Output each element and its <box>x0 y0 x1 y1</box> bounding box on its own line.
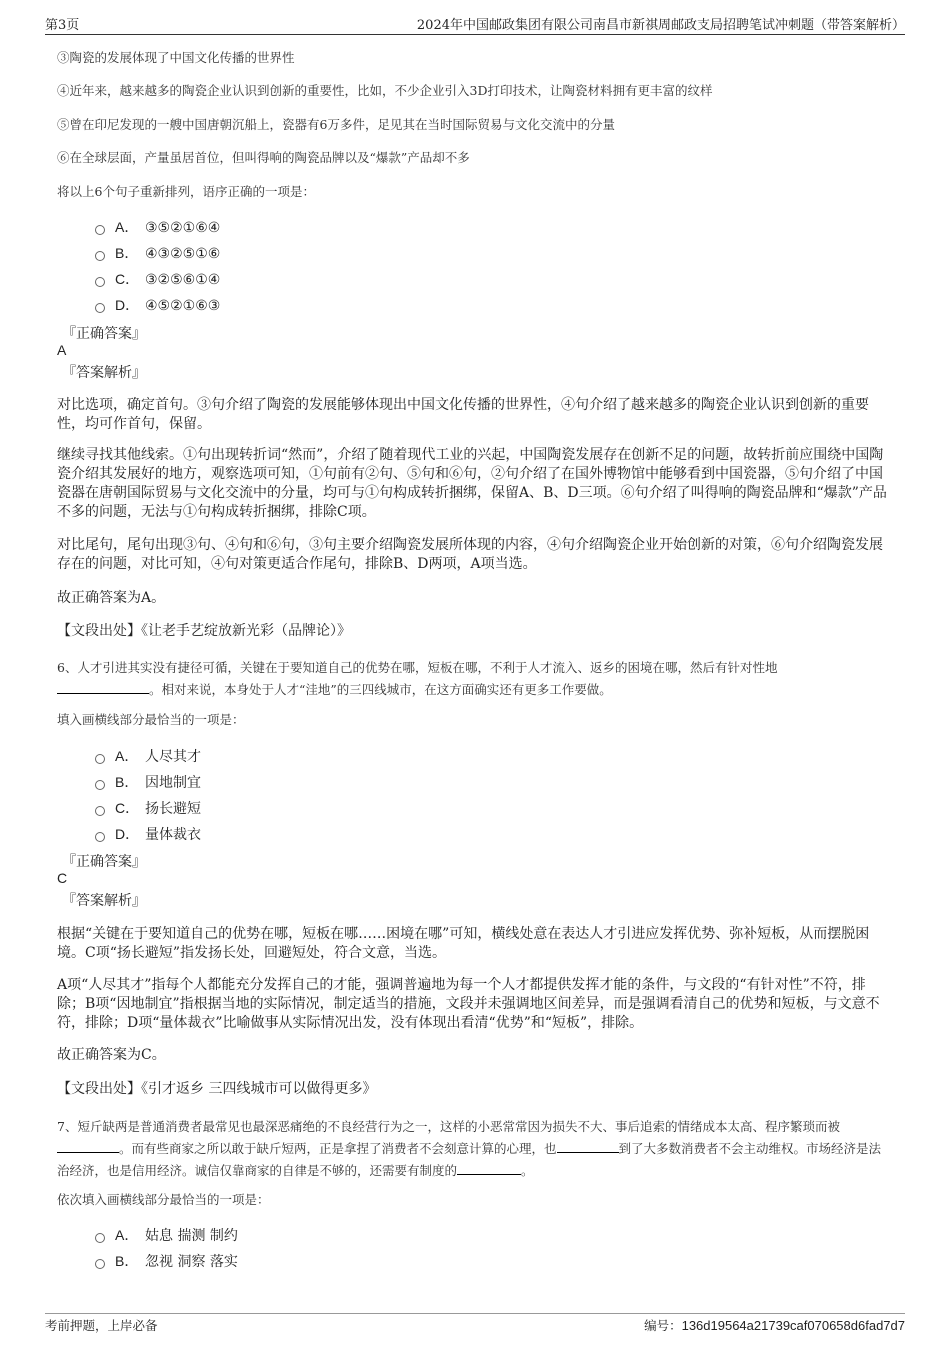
radio-icon[interactable] <box>95 806 105 816</box>
q5-answer: A <box>57 342 67 358</box>
radio-icon[interactable] <box>95 251 105 261</box>
q5-sentence-4: ④近年来，越来越多的陶瓷企业认识到创新的重要性，比如，不少企业引入3D打印技术，让陶瓷材料拥有更丰富的纹样 <box>57 83 713 98</box>
radio-icon[interactable] <box>95 754 105 764</box>
q6-answer-label: 『正确答案』 <box>62 854 146 870</box>
q5-sentence-3: ③陶瓷的发展体现了中国文化传播的世界性 <box>57 50 295 65</box>
q5-option-b[interactable]: B． ④③②⑤①⑥ <box>95 243 220 263</box>
page-footer <box>45 1313 905 1336</box>
radio-icon[interactable] <box>95 225 105 235</box>
radio-icon[interactable] <box>95 1259 105 1269</box>
footer-slogan: 考前押题，上岸必备 <box>45 1318 158 1333</box>
q5-option-a[interactable]: A． ③⑤②①⑥④ <box>95 217 220 237</box>
radio-icon[interactable] <box>95 277 105 287</box>
q7-option-a[interactable]: A． 姑息 揣测 制约 <box>95 1225 238 1245</box>
footer-code: 编号：136d19564a21739caf070658d6fad7d7 <box>644 1318 905 1333</box>
q6-answer: C <box>57 870 68 886</box>
radio-icon[interactable] <box>95 832 105 842</box>
q5-source: 【文段出处】《让老手艺绽放新光彩（品牌论）》 <box>57 623 351 639</box>
q6-source: 【文段出处】《引才返乡 三四线城市可以做得更多》 <box>57 1081 377 1097</box>
q7-stem: 7、短斤缺两是普通消费者最常见也最深恶痛绝的不良经营行为之一，这样的小恶常常因为损失不大、事后追索的情绪成本太高、程序繁琐而被。而有些商家之所以敢于缺斤短两，正是拿捏了消费者不会刻意计算的心理，也 到了大多数消费者不会主动维权。市场经济是法治经济，也是信用经济。诚信仅靠商家的自律是不够的，还需要有制度的 。 <box>57 1119 882 1178</box>
radio-icon[interactable] <box>95 780 105 790</box>
q6-analysis-1: 根据“关键在于要知道自己的优势在哪，短板在哪……困境在哪”可知，横线处意在表达人才引进应发挥优势、弥补短板，从而摆脱困境。C项“扬长避短”指发扬长处，回避短处，符合文意，当选。 <box>57 926 870 961</box>
q6-option-a[interactable]: A． 人尽其才 <box>95 746 201 766</box>
q7-option-b[interactable]: B． 忽视 洞察 落实 <box>95 1251 238 1271</box>
q5-analysis-3: 对比尾句，尾句出现③句、④句和⑥句，③句主要介绍陶瓷发展所体现的内容，④句介绍陶瓷企业开始创新的对策，⑥句介绍陶瓷发展存在的问题，对比可知，④句对策更适合作尾句，排除B、D两项，A项当选。 <box>57 537 883 572</box>
q5-option-d[interactable]: D． ④⑤②①⑥③ <box>95 295 220 315</box>
q6-stem: 6、人才引进其实没有捷径可循，关键在于要知道自己的优势在哪，短板在哪，不利于人才流入、返乡的困境在哪，然后有针对性地 。相对来说，本身处于人才“洼地”的三四线城市，在这方面确实还有更多工作要做。 <box>57 660 778 697</box>
q6-prompt: 填入画横线部分最恰当的一项是： <box>57 712 245 727</box>
q6-analysis-2: A项“人尽其才”指每个人都能充分发挥自己的才能，强调普遍地为每一个人才都提供发挥才能的条件，与文段的“有针对性”不符，排除；B项“因地制宜”指根据当地的实际情况，制定适当的措施，文段并未强调地区间差异，而是强调看清自己的优势和短板，与文意不符，排除；D项“量体裁衣”比喻做事从实际情况出发，没有体现出看清“优势”和“短板”，排除。 <box>57 977 880 1031</box>
q6-analysis-3: 故正确答案为C。 <box>57 1047 166 1063</box>
q7-blank-2 <box>557 1140 619 1153</box>
page-number: 第3页 <box>45 18 80 33</box>
q7-prompt: 依次填入画横线部分最恰当的一项是： <box>57 1192 270 1207</box>
q7-blank-1 <box>57 1140 119 1153</box>
document-title: 2024年中国邮政集团有限公司南昌市新祺周邮政支局招聘笔试冲刺题（带答案解析） <box>416 18 905 33</box>
q5-analysis-4: 故正确答案为A。 <box>57 590 166 606</box>
q5-option-c[interactable]: C． ③②⑤⑥①④ <box>95 269 220 289</box>
q5-analysis-label: 『答案解析』 <box>62 365 146 381</box>
q7-blank-3 <box>457 1162 521 1175</box>
q5-prompt: 将以上6个句子重新排列，语序正确的一项是： <box>57 184 315 199</box>
q6-analysis-label: 『答案解析』 <box>62 893 146 909</box>
q5-analysis-2: 继续寻找其他线索。①句出现转折词“然而”，介绍了随着现代工业的兴起，中国陶瓷发展存在创新不足的问题，故转折前应围绕中国陶瓷介绍其发展好的地方，观察选项可知，①句前有②句、⑤句和⑥句，②句介绍了在国外博物馆中能够看到中国瓷器，⑤句介绍了中国瓷器在唐朝国际贸易与文化交流中的分量，均可与①句构成转折捆绑，保留A、B、D三项。⑥句介绍了叫得响的陶瓷品牌和“爆款”产品不多的问题，无法与①句构成转折捆绑，排除C项。 <box>57 447 887 520</box>
page-header <box>45 14 905 35</box>
q5-answer-label: 『正确答案』 <box>62 326 146 342</box>
q5-sentence-6: ⑥在全球层面，产量虽居首位，但叫得响的陶瓷品牌以及“爆款”产品却不多 <box>57 150 470 165</box>
q5-analysis-1: 对比选项，确定首句。③句介绍了陶瓷的发展能够体现出中国文化传播的世界性，④句介绍了越来越多的陶瓷企业认识到创新的重要性，均可作首句，保留。 <box>57 397 869 432</box>
q6-blank <box>57 681 149 694</box>
q5-sentence-5: ⑤曾在印尼发现的一艘中国唐朝沉船上，瓷器有6万多件，足见其在当时国际贸易与文化交流中的分量 <box>57 117 615 132</box>
radio-icon[interactable] <box>95 1233 105 1243</box>
q6-option-b[interactable]: B． 因地制宜 <box>95 772 201 792</box>
radio-icon[interactable] <box>95 303 105 313</box>
q6-option-c[interactable]: C． 扬长避短 <box>95 798 201 818</box>
q6-option-d[interactable]: D． 量体裁衣 <box>95 824 201 844</box>
